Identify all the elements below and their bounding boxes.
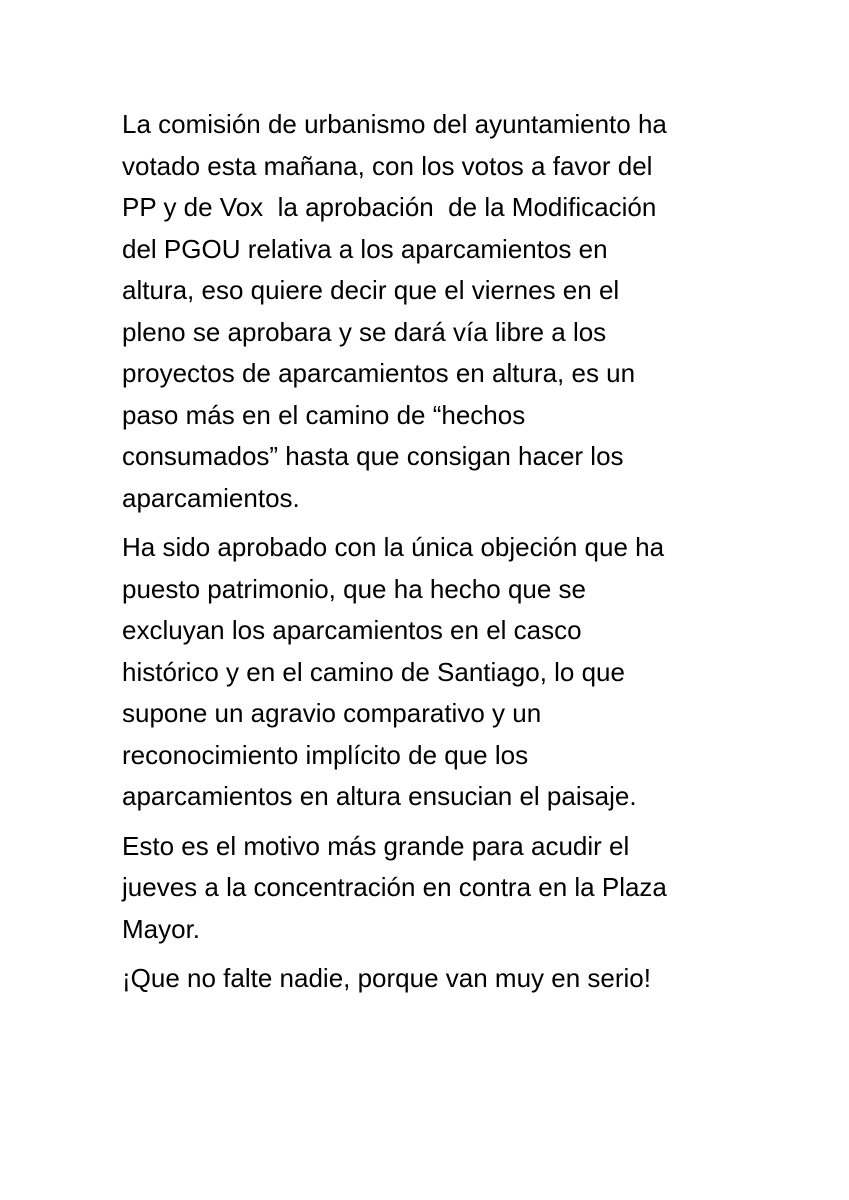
text-line: aparcamientos en altura ensucian el paisaje. xyxy=(122,781,637,811)
text-line: puesto patrimonio, que ha hecho que se xyxy=(122,573,587,604)
paragraph-3 xyxy=(122,826,732,951)
text-line: proyectos de aparcamientos en altura, es un xyxy=(122,358,636,388)
text-line: del PGOU relativa a los aparcamientos en xyxy=(122,233,608,264)
text-line: La comisión de urbanismo del ayuntamiento ha xyxy=(122,109,667,139)
text-line: excluyan los aparcamientos en el casco xyxy=(122,615,582,645)
text-line: pleno se aprobara y se dará vía libre a los xyxy=(122,316,607,347)
text-line: paso más en el camino de “hechos xyxy=(122,399,526,430)
text-line: histórico y en el camino de Santiago, lo que xyxy=(122,656,625,687)
text-line: ¡Que no falte nadie, porque van muy en serio! xyxy=(122,963,651,993)
text-line: Ha sido aprobado con la única objeción que ha xyxy=(122,532,665,562)
text-line: altura, eso quiere decir que el viernes en el xyxy=(122,275,620,305)
document-body xyxy=(122,104,732,1008)
text-line: consumados” hasta que consigan hacer los xyxy=(122,441,624,471)
text-line: PP y de Vox la aprobación de la Modificación xyxy=(122,192,657,222)
text-line: reconocimiento implícito de que los xyxy=(122,739,529,770)
paragraph-4 xyxy=(122,958,732,1000)
paragraph-2 xyxy=(122,527,732,818)
text-line: Mayor. xyxy=(122,913,201,944)
text-line: votado esta mañana, con los votos a favor del xyxy=(122,150,653,181)
text-line: Esto es el motivo más grande para acudir el xyxy=(122,830,630,861)
paragraph-1 xyxy=(122,104,732,519)
text-line: aparcamientos. xyxy=(122,482,300,513)
text-line: jueves a la concentración en contra en la Plaza xyxy=(122,872,667,902)
text-line: supone un agravio comparativo y un xyxy=(122,698,542,728)
